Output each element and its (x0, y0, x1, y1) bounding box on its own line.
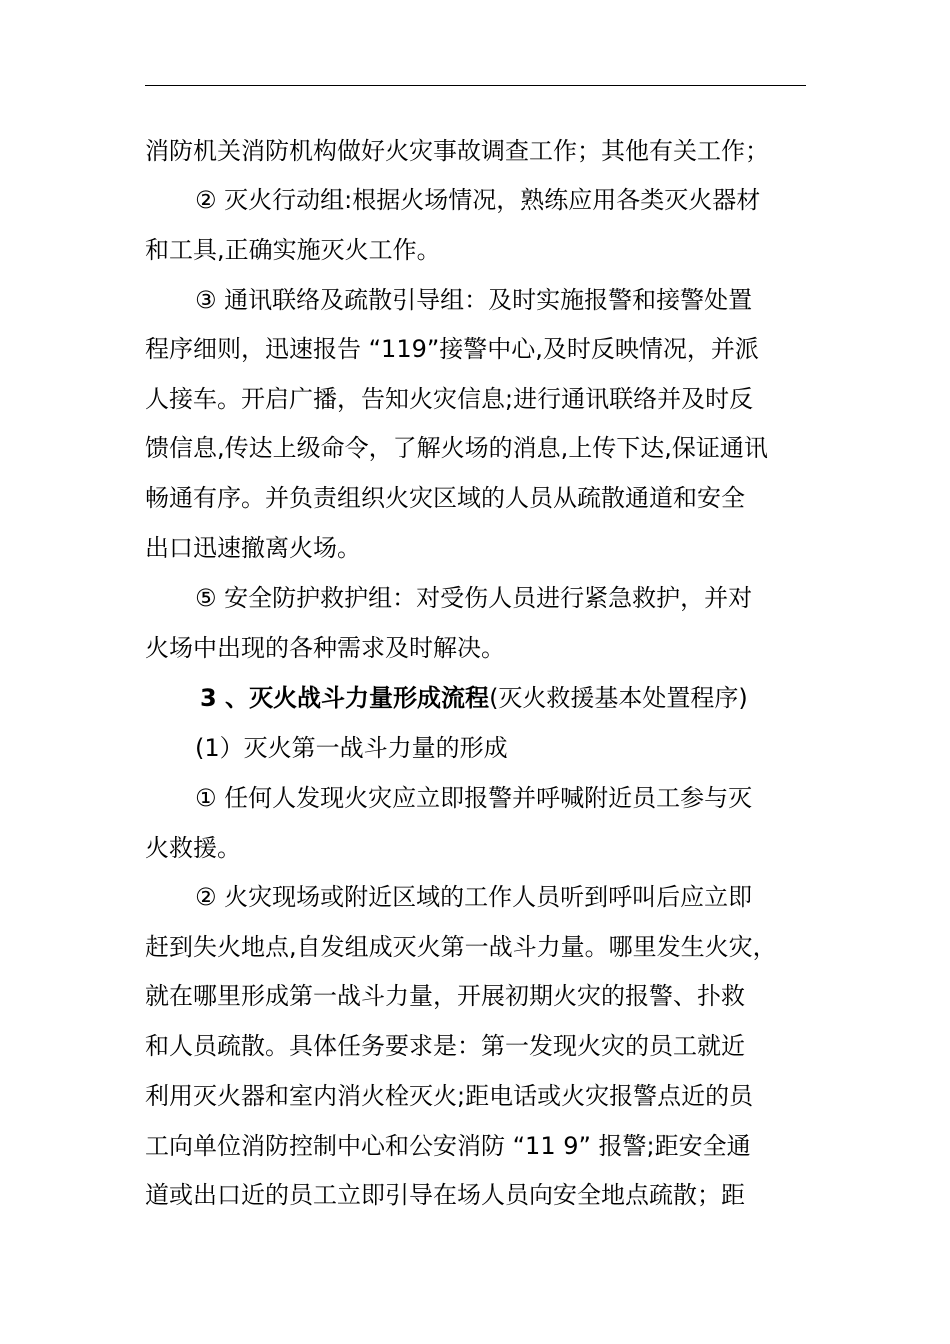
text-line: 就在哪里形成第一战斗力量，开展初期火灾的报警、扑救 (145, 982, 745, 1010)
text-line: ② 灭火行动组:根据火场情况，熟练应用各类灭火器材 (195, 186, 761, 214)
text-line: ⑤ 安全防护救护组：对受伤人员进行紧急救护，并对 (195, 584, 753, 612)
text-line: ② 火灾现场或附近区域的工作人员听到呼叫后应立即 (195, 883, 753, 911)
text-line: 火救援。 (145, 834, 241, 862)
text-line: 人接车。开启广播，告知火灾信息;进行通讯联络并及时反 (145, 385, 754, 413)
text-line: 利用灭火器和室内消火栓灭火;距电话或火灾报警点近的员 (145, 1082, 754, 1110)
text-line: 工向单位消防控制中心和公安消防 “11 9” 报警;距安全通 (145, 1132, 751, 1160)
text-line: 和人员疏散。具体任务要求是：第一发现火灾的员工就近 (145, 1032, 745, 1060)
header-rule (145, 85, 806, 86)
text-line: 程序细则，迅速报告 “119”接警中心,及时反映情况，并派 (145, 335, 759, 363)
text-line: 出口迅速撤离火场。 (145, 534, 361, 562)
text-line: 和工具,正确实施灭火工作。 (145, 236, 441, 264)
section-title: 灭火战斗力量形成流程 (249, 684, 490, 712)
text-line: 火场中出现的各种需求及时解决。 (145, 634, 505, 662)
text-line: 馈信息,传达上级命令，了解火场的消息,上传下达,保证通讯 (145, 434, 768, 462)
text-line: ③ 通讯联络及疏散引导组：及时实施报警和接警处置 (195, 286, 753, 314)
section-number: 3 、 (200, 684, 250, 712)
subsection-heading: (1）灭火第一战斗力量的形成 (195, 734, 508, 762)
text-line: 畅通有序。并负责组织火灾区域的人员从疏散通道和安全 (145, 484, 745, 512)
section-heading (200, 678, 870, 718)
text-line: 道或出口近的员工立即引导在场人员向安全地点疏散；距 (145, 1181, 745, 1209)
section-subtitle: (灭火救援基本处置程序) (489, 684, 748, 712)
text-line: 赶到失火地点,自发组成灭火第一战斗力量。哪里发生火灾， (145, 933, 777, 961)
text-line: ① 任何人发现火灾应立即报警并呼喊附近员工参与灭 (195, 784, 753, 812)
text-line: 消防机关消防机构做好火灾事故调查工作；其他有关工作； (145, 137, 769, 165)
